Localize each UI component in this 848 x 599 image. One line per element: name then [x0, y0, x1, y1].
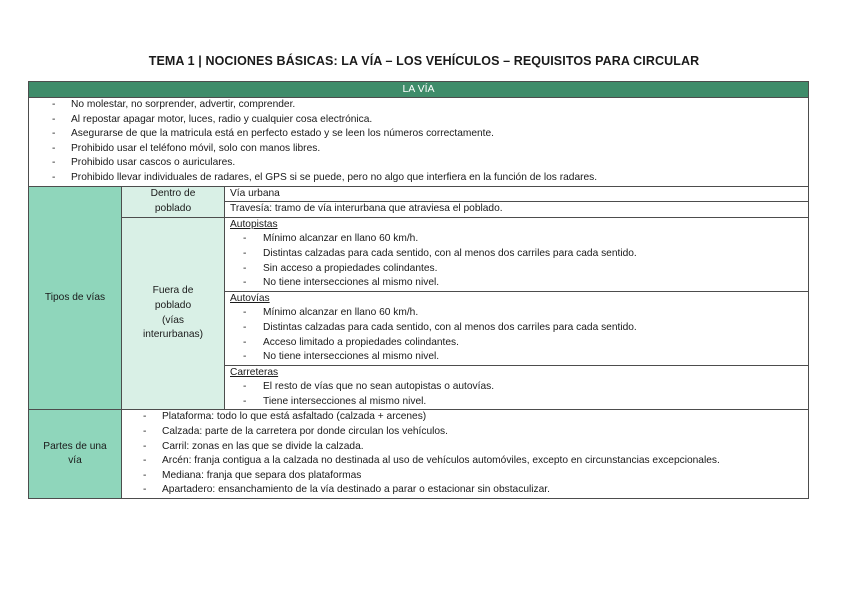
list-item: - Plataforma: todo lo que está asfaltado (calzada + arcenes) — [122, 410, 808, 425]
via-urbana-cell: Vía urbana — [225, 186, 809, 202]
list-item: - Arcén: franja contigua a la calzada no destinada al uso de vehículos automóviles, excepto en circunstancias excepcionales. — [122, 454, 808, 469]
carreteras-cell — [225, 365, 809, 410]
list-item: - Distintas calzadas para cada sentido, con al menos dos carriles para cada sentido. — [225, 321, 808, 336]
page-title: TEMA 1 | NOCIONES BÁSICAS: LA VÍA – LOS VEHÍCULOS – REQUISITOS PARA CIRCULAR — [148, 54, 700, 68]
label-line: vía — [68, 455, 82, 467]
list-item: - El resto de vías que no sean autopistas o autovías. — [225, 380, 808, 395]
label-line: interurbanas) — [142, 329, 204, 341]
label-line: Dentro de — [150, 188, 196, 200]
autovias-heading: Autovías — [230, 292, 270, 304]
carreteras-heading: Carreteras — [230, 366, 279, 378]
section-header: LA VÍA — [29, 82, 809, 98]
list-item: - Mínimo alcanzar en llano 60 km/h. — [225, 306, 808, 321]
list-item: - Prohibido llevar individuales de radares, el GPS si se puede, pero no algo que interfiera en la función de los radares. — [29, 171, 808, 186]
list-item: - Mínimo alcanzar en llano 60 km/h. — [225, 232, 808, 247]
autopistas-list — [225, 232, 808, 290]
label-line: (vías — [161, 314, 185, 326]
list-item: - Acceso limitado a propiedades colindantes. — [225, 336, 808, 351]
list-item: - Prohibido usar el teléfono móvil, solo con manos libres. — [29, 142, 808, 157]
autopistas-cell — [225, 217, 809, 291]
list-item: - Distintas calzadas para cada sentido, con al menos dos carriles para cada sentido. — [225, 247, 808, 262]
intro-cell — [29, 98, 809, 187]
label-line: poblado — [154, 300, 192, 312]
partes-de-una-via-label — [29, 410, 122, 499]
autovias-cell — [225, 291, 809, 365]
dentro-poblado-label — [122, 186, 225, 217]
tipos-de-vias-label: Tipos de vías — [29, 186, 122, 410]
carreteras-list — [225, 380, 808, 409]
label-line: poblado — [154, 202, 192, 214]
intro-list — [29, 98, 808, 186]
list-item: - Al repostar apagar motor, luces, radio y cualquier cosa electrónica. — [29, 113, 808, 128]
list-item: - Carril: zonas en las que se divide la calzada. — [122, 440, 808, 455]
list-item: - No tiene intersecciones al mismo nivel. — [225, 276, 808, 291]
partes-list — [122, 410, 808, 498]
travesia-cell: Travesía: tramo de vía interurbana que atraviesa el poblado. — [225, 202, 809, 218]
list-item: - Tiene intersecciones al mismo nivel. — [225, 395, 808, 410]
list-item: - Sin acceso a propiedades colindantes. — [225, 262, 808, 277]
label-line: Fuera de — [152, 285, 194, 297]
list-item: - Asegurarse de que la matricula está en perfecto estado y se leen los números correctamente. — [29, 127, 808, 142]
list-item: - No tiene intersecciones al mismo nivel. — [225, 350, 808, 365]
list-item: - Apartadero: ensanchamiento de la vía destinado a parar o estacionar sin obstaculizar. — [122, 483, 808, 498]
autovias-list — [225, 306, 808, 364]
fuera-poblado-label — [122, 217, 225, 410]
list-item: - Mediana: franja que separa dos plataformas — [122, 469, 808, 484]
list-item: - No molestar, no sorprender, advertir, comprender. — [29, 98, 808, 113]
autopistas-heading: Autopistas — [230, 218, 278, 230]
la-via-table — [28, 81, 809, 499]
list-item: - Prohibido usar cascos o auriculares. — [29, 156, 808, 171]
list-item: - Calzada: parte de la carretera por donde circulan los vehículos. — [122, 425, 808, 440]
label-line: Partes de una — [43, 440, 107, 452]
partes-cell — [122, 410, 809, 499]
